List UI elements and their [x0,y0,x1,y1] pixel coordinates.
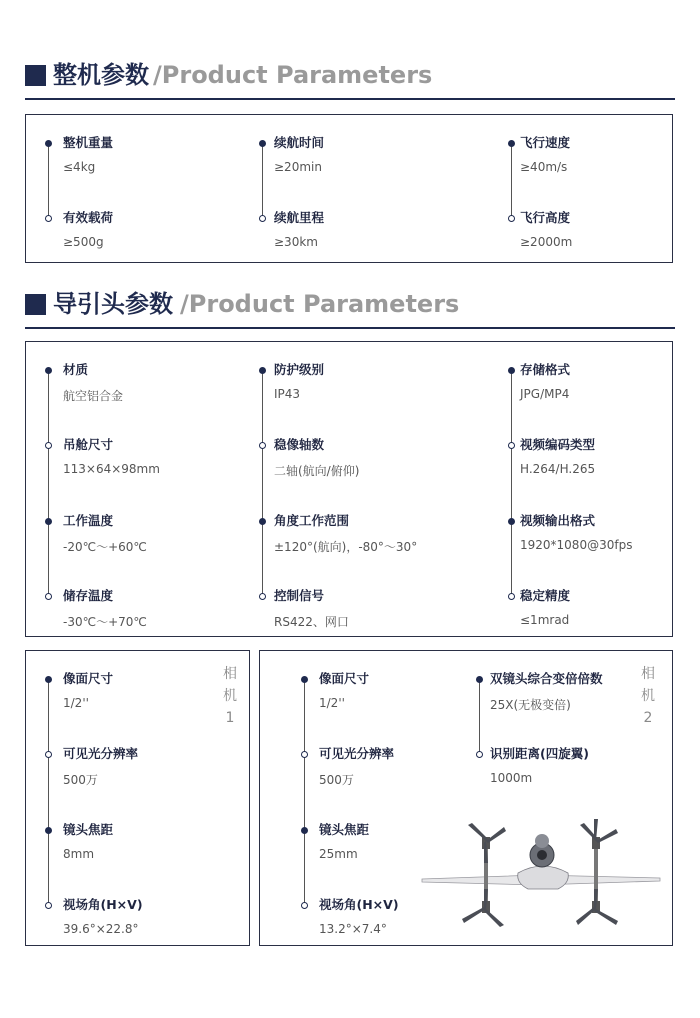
section-divider [25,98,675,100]
param-value: -20℃～+60℃ [63,540,147,554]
param-value: -30℃～+70℃ [63,615,147,629]
param-label: 视场角(H×V) [319,897,399,912]
param-value: 1/2'' [319,696,345,710]
param-value: RS422、网口 [274,615,349,629]
timeline-dot [259,442,266,449]
tag-char: 机 [223,688,237,704]
param-label: 视频输出格式 [520,513,596,528]
timeline-dot [45,518,52,525]
section-title-en: /Product Parameters [153,61,433,89]
title-square-marker [25,65,46,86]
param-label: 视场角(H×V) [63,897,143,912]
param-label: 镜头焦距 [319,822,370,837]
timeline-dot [45,676,52,683]
param-value: ≥20min [274,160,322,174]
param-label: 续航时间 [274,135,325,150]
timeline-line [511,370,512,596]
camera1-panel [25,650,250,946]
timeline-dot [508,518,515,525]
timeline-dot [301,827,308,834]
timeline-line [48,370,49,596]
section-title-en: /Product Parameters [180,290,460,318]
timeline-dot [508,140,515,147]
param-value: ≥30km [274,235,318,249]
param-label: 整机重量 [63,135,114,150]
param-label: 像面尺寸 [319,671,370,686]
param-value: 113×64×98mm [63,462,160,476]
param-value: 500万 [63,773,98,787]
param-label: 工作温度 [63,513,114,528]
section-title-machine [25,60,675,100]
param-label: 像面尺寸 [63,671,114,686]
param-value: ≥2000m [520,235,573,249]
timeline-dot [301,902,308,909]
section-title-cn: 整机参数 [53,61,149,89]
timeline-dot [45,215,52,222]
seeker-params-panel [25,341,673,637]
param-value: 1000m [490,771,533,785]
timeline-line [511,143,512,219]
timeline-line [304,679,305,905]
section-title-cn: 导引头参数 [53,290,173,318]
param-label: 角度工作范围 [274,513,350,528]
param-value: JPG/MP4 [520,387,570,401]
timeline-dot [476,751,483,758]
param-label: 吊舱尺寸 [63,437,114,452]
param-label: 双镜头综合变倍倍数 [490,671,603,686]
param-label: 防护级别 [274,362,325,377]
param-value: 二轴(航向/俯仰) [274,464,360,478]
title-square-marker [25,294,46,315]
timeline-line [48,143,49,219]
timeline-dot [301,751,308,758]
param-label: 镜头焦距 [63,822,114,837]
timeline-dot [508,442,515,449]
param-label: 飞行速度 [520,135,571,150]
param-value: 500万 [319,773,354,787]
param-value: ≥40m/s [520,160,568,174]
tag-char: 相 [223,666,237,682]
tag-char: 2 [643,710,653,726]
timeline-line [262,370,263,596]
timeline-dot [259,593,266,600]
param-label: 稳定精度 [520,588,571,603]
tag-char: 机 [641,688,655,704]
timeline-dot [259,140,266,147]
timeline-dot [45,593,52,600]
param-value: 航空铝合金 [63,389,124,403]
timeline-dot [508,367,515,374]
timeline-dot [259,367,266,374]
param-label: 有效载荷 [63,210,114,225]
tag-char: 相 [641,666,655,682]
timeline-dot [45,751,52,758]
param-value: ≤1mrad [520,613,570,627]
param-value: 1/2'' [63,696,89,710]
camera2-tag [640,663,656,729]
param-label: 储存温度 [63,588,114,603]
camera2-panel [259,650,673,946]
param-label: 识别距离(四旋翼) [490,746,589,761]
timeline-dot [45,902,52,909]
param-value: 13.2°×7.4° [319,922,387,936]
param-value: ≤4kg [63,160,96,174]
param-value: ≥500g [63,235,104,249]
param-label: 续航里程 [274,210,325,225]
drone-illustration [418,815,664,939]
tag-char: 1 [225,710,235,726]
param-value: 39.6°×22.8° [63,922,139,936]
timeline-dot [259,215,266,222]
param-label: 可见光分辨率 [319,746,395,761]
camera1-tag [222,663,238,729]
param-label: 控制信号 [274,588,325,603]
param-value: 8mm [63,847,95,861]
timeline-dot [45,367,52,374]
param-value: 1920*1080@30fps [520,538,633,552]
param-value: 25X(无极变倍) [490,698,571,712]
param-label: 材质 [63,362,89,377]
timeline-dot [45,140,52,147]
timeline-dot [45,442,52,449]
param-value: H.264/H.265 [520,462,596,476]
timeline-dot [45,827,52,834]
timeline-line [262,143,263,219]
section-title-seeker [25,289,675,329]
param-label: 可见光分辨率 [63,746,139,761]
timeline-dot [476,676,483,683]
timeline-dot [301,676,308,683]
param-label: 视频编码类型 [520,437,596,452]
timeline-line [48,679,49,905]
section-divider [25,327,675,329]
param-label: 飞行高度 [520,210,571,225]
param-label: 稳像轴数 [274,437,325,452]
timeline-line [479,679,480,755]
timeline-dot [259,518,266,525]
param-value: ±120°(航向)，-80°～30° [274,540,418,554]
timeline-dot [508,215,515,222]
param-value: 25mm [319,847,358,861]
param-value: IP43 [274,387,301,401]
timeline-dot [508,593,515,600]
param-label: 存储格式 [520,362,571,377]
machine-params-panel [25,114,673,263]
